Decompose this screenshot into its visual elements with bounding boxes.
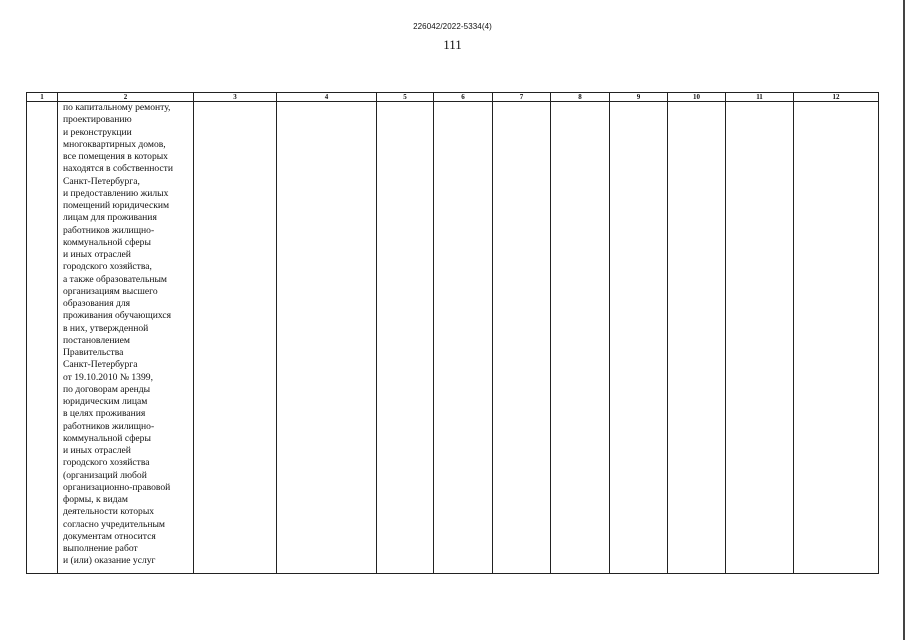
table-cell bbox=[610, 102, 668, 574]
description-line: Правительства bbox=[63, 347, 124, 358]
description-line: коммунальной сферы bbox=[63, 236, 151, 248]
description-line: и иных отраслей bbox=[63, 445, 131, 456]
column-header: 3 bbox=[194, 93, 277, 102]
table-cell bbox=[27, 102, 58, 574]
table-cell bbox=[493, 102, 551, 574]
table-row bbox=[27, 102, 879, 574]
description-line: от 19.10.2010 № 1399, bbox=[63, 371, 153, 383]
column-header: 10 bbox=[668, 93, 726, 102]
column-header: 8 bbox=[551, 93, 610, 102]
column-header: 2 bbox=[58, 93, 194, 102]
column-header: 4 bbox=[277, 93, 377, 102]
description-line: многоквартирных домов, bbox=[63, 138, 166, 150]
description-line: все помещения в которых bbox=[63, 151, 168, 162]
table-cell bbox=[668, 102, 726, 574]
column-header: 6 bbox=[434, 93, 493, 102]
description-line: согласно учредительным bbox=[63, 518, 165, 530]
description-line: по капитальному ремонту, bbox=[63, 102, 171, 113]
data-table bbox=[26, 92, 879, 574]
description-line: в них, утвержденной bbox=[63, 322, 149, 334]
description-line: городского хозяйства, bbox=[63, 261, 152, 273]
description-line: лицам для проживания bbox=[63, 212, 157, 224]
description-line: и предоставлению жилых bbox=[63, 187, 169, 199]
description-line: а также образовательным bbox=[63, 273, 167, 285]
description-line: работников жилищно- bbox=[63, 420, 155, 432]
document-id: 226042/2022-5334(4) bbox=[413, 22, 492, 31]
description-line: документам относится bbox=[63, 530, 156, 542]
table-cell bbox=[194, 102, 277, 574]
description-line: выполнение работ bbox=[63, 543, 138, 554]
table-cell bbox=[434, 102, 493, 574]
column-header: 7 bbox=[493, 93, 551, 102]
description-line: постановлением bbox=[63, 334, 130, 346]
description-line: юридическим лицам bbox=[63, 396, 148, 407]
table-cell bbox=[726, 102, 794, 574]
description-line: и (или) оказание услуг bbox=[63, 555, 156, 567]
description-line: находятся в собственности bbox=[63, 163, 173, 175]
description-line: по договорам аренды bbox=[63, 383, 151, 395]
description-line: образования для bbox=[63, 298, 131, 309]
table-cell bbox=[277, 102, 377, 574]
page-number: 111 bbox=[443, 37, 462, 52]
description-line: и иных отраслей bbox=[63, 249, 131, 260]
description-cell bbox=[58, 102, 194, 574]
description-line: Санкт-Петербурга, bbox=[63, 175, 140, 187]
description-line: проектированию bbox=[63, 114, 132, 126]
description-line: проживания обучающихся bbox=[63, 310, 172, 322]
description-line: коммунальной сферы bbox=[63, 432, 151, 444]
description-line: Санкт-Петербурга bbox=[63, 359, 138, 371]
column-header: 1 bbox=[27, 93, 58, 102]
description-line: организационно-правовой bbox=[63, 481, 171, 493]
column-header: 12 bbox=[794, 93, 879, 102]
description-line: помещений юридическим bbox=[63, 200, 170, 211]
table-cell bbox=[377, 102, 434, 574]
description-line: (организаций любой bbox=[63, 469, 147, 481]
table-cell bbox=[551, 102, 610, 574]
description-line: и реконструкции bbox=[63, 126, 132, 138]
column-header: 11 bbox=[726, 93, 794, 102]
table-header-row bbox=[27, 93, 879, 102]
description-line: организациям высшего bbox=[63, 285, 158, 297]
column-header: 9 bbox=[610, 93, 668, 102]
column-header: 5 bbox=[377, 93, 434, 102]
description-line: формы, к видам bbox=[63, 494, 128, 505]
table-cell bbox=[794, 102, 879, 574]
description-line: городского хозяйства bbox=[63, 457, 150, 469]
description-line: в целях проживания bbox=[63, 408, 146, 420]
description-line: деятельности которых bbox=[63, 506, 155, 518]
description-line: работников жилищно- bbox=[63, 224, 155, 236]
